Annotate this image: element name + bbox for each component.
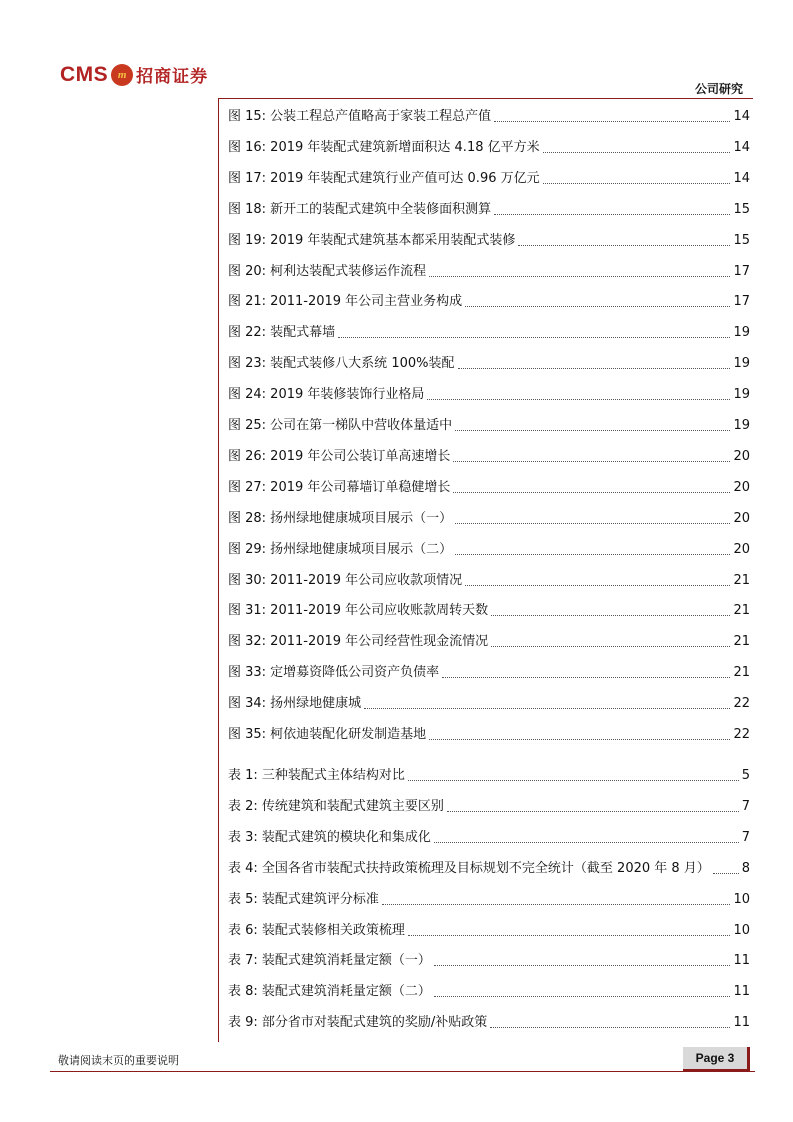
toc-leader-dots [434,995,731,997]
table-toc-page-number: 11 [733,953,750,968]
figure-toc-page-number: 15 [733,233,750,248]
figure-toc-page-number: 15 [733,202,750,217]
figure-toc-label: 图 23: 装配式装修八大系统 100%装配 [228,356,455,371]
toc-leader-dots [713,872,739,874]
figure-toc-page-number: 21 [733,634,750,649]
figure-toc-label: 图 35: 柯依迪装配化研发制造基地 [228,727,427,742]
table-toc-entry[interactable] [228,767,750,785]
figure-toc-label: 图 26: 2019 年公司公装订单高速增长 [228,449,451,464]
figure-toc-page-number: 17 [733,264,750,279]
figure-toc-label: 图 32: 2011-2019 年公司经营性现金流情况 [228,634,489,649]
figure-toc-entry[interactable] [228,664,750,682]
toc-leader-dots [458,367,731,369]
figure-toc-entry[interactable] [228,633,750,651]
figure-toc-label: 图 16: 2019 年装配式建筑新增面积达 4.18 亿平方米 [228,140,540,155]
company-logo [60,62,208,87]
toc-leader-dots [491,614,730,616]
toc-leader-dots [490,1026,730,1028]
figure-toc-entry[interactable] [228,139,750,157]
toc-leader-dots [494,120,730,122]
table-toc-page-number: 7 [741,830,750,845]
table-toc-entry[interactable] [228,952,750,970]
footer-divider [50,1071,755,1072]
figure-toc-entry[interactable] [228,293,750,311]
figure-toc-page-number: 21 [733,665,750,680]
figure-toc-label: 图 27: 2019 年公司幕墙订单稳健增长 [228,480,451,495]
left-margin-divider [218,98,219,1042]
table-toc-entry[interactable] [228,1014,750,1032]
figure-toc-label: 图 20: 柯利达装配式装修运作流程 [228,264,427,279]
figure-toc-entry[interactable] [228,541,750,559]
table-toc-label: 表 2: 传统建筑和装配式建筑主要区别 [228,799,444,814]
figure-toc-entry[interactable] [228,572,750,590]
figure-toc-page-number: 19 [733,418,750,433]
table-toc-label: 表 9: 部分省市对装配式建筑的奖励/补贴政策 [228,1015,488,1030]
table-toc-page-number: 7 [741,799,750,814]
toc-leader-dots [364,707,730,709]
figure-toc-page-number: 14 [733,140,750,155]
figure-toc-entry[interactable] [228,232,750,250]
figure-toc-entry[interactable] [228,479,750,497]
table-toc-label: 表 7: 装配式建筑消耗量定额（一） [228,953,431,968]
toc-leader-dots [453,460,730,462]
figure-toc-label: 图 19: 2019 年装配式建筑基本都采用装配式装修 [228,233,516,248]
figure-toc-page-number: 14 [733,171,750,186]
toc-leader-dots [455,522,730,524]
toc-leader-dots [543,182,731,184]
figure-toc-entry[interactable] [228,201,750,219]
figure-toc-label: 图 21: 2011-2019 年公司主营业务构成 [228,294,463,309]
figure-toc-entry[interactable] [228,386,750,404]
toc-leader-dots [429,275,730,277]
toc-leader-dots [382,903,731,905]
figure-toc-label: 图 24: 2019 年装修装饰行业格局 [228,387,425,402]
figure-toc-label: 图 17: 2019 年装配式建筑行业产值可达 0.96 万亿元 [228,171,540,186]
toc-leader-dots [543,151,731,153]
figure-toc-entry[interactable] [228,695,750,713]
toc-leader-dots [408,779,739,781]
logo-badge-icon: m [111,64,133,86]
page-number-badge: Page 3 [683,1047,750,1072]
table-toc-label: 表 3: 装配式建筑的模块化和集成化 [228,830,431,845]
figure-toc-page-number: 20 [733,542,750,557]
figure-toc-label: 图 22: 装配式幕墙 [228,325,336,340]
toc-leader-dots [434,964,731,966]
toc-leader-dots [494,213,730,215]
figure-toc-label: 图 31: 2011-2019 年公司应收账款周转天数 [228,603,489,618]
toc-leader-dots [427,398,730,400]
figure-toc-label: 图 15: 公装工程总产值略高于家装工程总产值 [228,109,492,124]
table-toc-entry[interactable] [228,891,750,909]
section-tag: 公司研究 [694,82,743,96]
toc-leader-dots [491,645,730,647]
toc-leader-dots [447,810,739,812]
figure-toc-page-number: 14 [733,109,750,124]
table-toc-label: 表 1: 三种装配式主体结构对比 [228,768,405,783]
figure-toc-label: 图 18: 新开工的装配式建筑中全装修面积测算 [228,202,492,217]
figure-toc-page-number: 20 [733,511,750,526]
figure-toc-entry[interactable] [228,510,750,528]
figure-toc-page-number: 22 [733,727,750,742]
toc-leader-dots [338,336,730,338]
figure-toc-entry[interactable] [228,324,750,342]
table-toc-label: 表 8: 装配式建筑消耗量定额（二） [228,984,431,999]
logo-cms-text: CMS [60,62,109,86]
table-toc-label: 表 6: 装配式装修相关政策梳理 [228,923,405,938]
table-toc-entry[interactable] [228,922,750,940]
table-toc-entry[interactable] [228,798,750,816]
figure-toc-page-number: 17 [733,294,750,309]
toc-leader-dots [453,491,730,493]
page-header [0,0,793,100]
toc-leader-dots [465,305,730,307]
table-toc-entry[interactable] [228,860,750,878]
toc-leader-dots [442,676,730,678]
figure-toc-page-number: 20 [733,449,750,464]
table-toc-label: 表 4: 全国各省市装配式扶持政策梳理及目标规划不完全统计（截至 2020 年 8 月） [228,861,710,876]
figure-toc-label: 图 25: 公司在第一梯队中营收体量适中 [228,418,453,433]
figure-toc-entry[interactable] [228,170,750,188]
figure-toc-label: 图 34: 扬州绿地健康城 [228,696,362,711]
figure-toc-page-number: 21 [733,573,750,588]
table-toc-page-number: 11 [733,1015,750,1030]
figure-toc-page-number: 19 [733,356,750,371]
header-divider [218,98,753,99]
logo-company-name: 招商证券 [136,67,209,87]
table-toc-page-number: 10 [733,923,750,938]
figure-toc-entry[interactable] [228,108,750,126]
toc-leader-dots [465,584,730,586]
table-toc-page-number: 5 [741,768,750,783]
table-toc-page-number: 10 [733,892,750,907]
table-toc-label: 表 5: 装配式建筑评分标准 [228,892,379,907]
figure-toc-entry[interactable] [228,448,750,466]
footer-notice: 敬请阅读末页的重要说明 [58,1054,179,1067]
figure-toc-entry[interactable] [228,263,750,281]
toc-leader-dots [429,738,730,740]
toc-leader-dots [434,841,739,843]
figure-toc-entry[interactable] [228,355,750,373]
figure-toc-label: 图 33: 定增募资降低公司资产负债率 [228,665,440,680]
table-toc-entry[interactable] [228,829,750,847]
figure-toc-label: 图 30: 2011-2019 年公司应收款项情况 [228,573,463,588]
figure-toc-label: 图 29: 扬州绿地健康城项目展示（二） [228,542,453,557]
toc-leader-dots [455,553,730,555]
table-toc-page-number: 11 [733,984,750,999]
figure-toc-page-number: 19 [733,387,750,402]
figure-toc-page-number: 22 [733,696,750,711]
figure-toc-page-number: 19 [733,325,750,340]
table-toc-entry[interactable] [228,983,750,1001]
table-toc-page-number: 8 [741,861,750,876]
toc-leader-dots [408,934,731,936]
figure-toc-page-number: 21 [733,603,750,618]
figure-toc-entry[interactable] [228,726,750,744]
toc-leader-dots [455,429,730,431]
toc-leader-dots [518,244,730,246]
figure-toc-entry[interactable] [228,602,750,620]
figure-toc-label: 图 28: 扬州绿地健康城项目展示（一） [228,511,453,526]
figure-toc-entry[interactable] [228,417,750,435]
figure-toc-page-number: 20 [733,480,750,495]
